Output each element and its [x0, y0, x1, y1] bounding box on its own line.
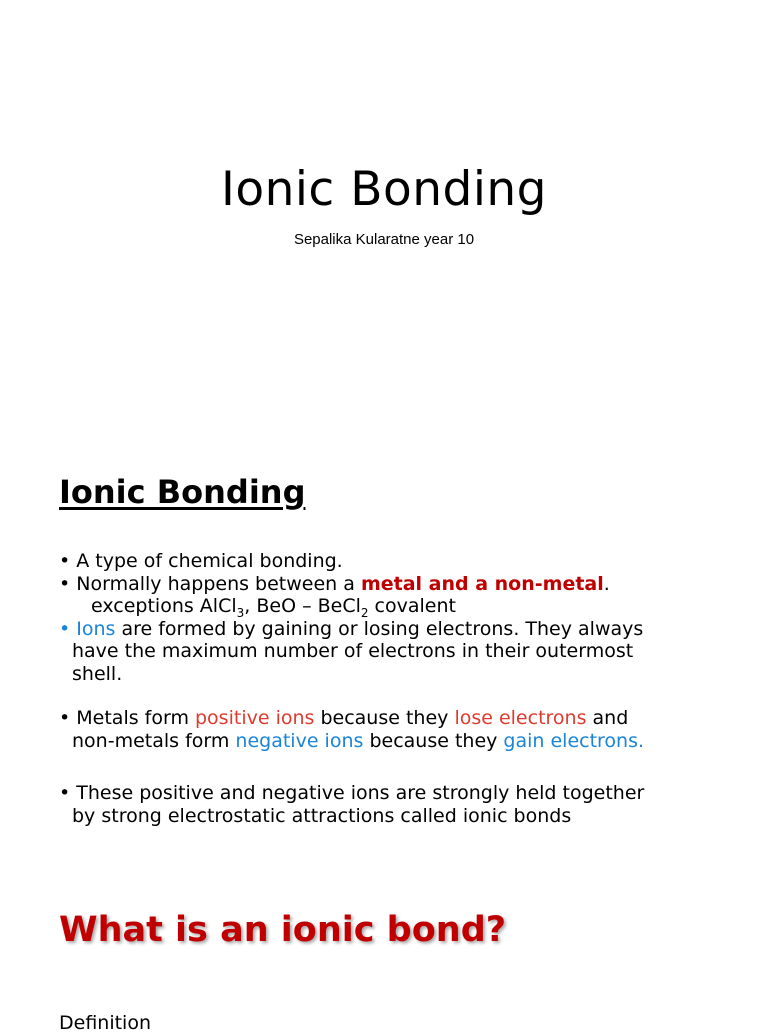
bullet-text: non-metals form	[72, 729, 236, 752]
bullet-item	[59, 550, 719, 573]
bullet-item	[59, 782, 719, 805]
section-heading: What is an ionic bond?	[59, 910, 507, 950]
bullet-text: These positive and negative ions are strongly held together	[76, 782, 645, 804]
bullet-continuation	[59, 730, 719, 753]
bullet-text: Metals form	[76, 707, 195, 729]
bullet-continuation: by strong electrostatic attractions called ionic bonds	[72, 804, 572, 827]
definition-label: Definition	[59, 1012, 152, 1034]
page-title: Ionic Bonding	[220, 162, 548, 217]
subscript: 2	[360, 605, 369, 620]
bullet-marker: •	[59, 550, 71, 572]
section-heading: Ionic Bonding	[59, 473, 306, 511]
bullet-marker: •	[59, 707, 71, 729]
highlight-text: negative ions	[235, 729, 364, 752]
highlight-text: gain electrons.	[503, 729, 645, 752]
highlight-text: Ions	[76, 617, 116, 640]
bullet-list	[59, 550, 719, 827]
bullet-item	[59, 618, 719, 641]
bullet-text: A type of chemical bonding.	[76, 550, 343, 572]
highlight-text: metal and a non-metal	[360, 572, 604, 595]
highlight-text: positive ions	[195, 707, 315, 729]
exceptions-text: exceptions AlCl	[91, 595, 237, 617]
bullet-item	[59, 707, 719, 730]
bullet-continuation: shell.	[72, 662, 123, 685]
subscript: 3	[236, 605, 245, 620]
bullet-text: .	[603, 572, 610, 595]
bullet-text: Normally happens between a	[76, 572, 361, 595]
bullet-marker: •	[59, 617, 71, 640]
bullet-text: because they	[363, 729, 504, 752]
exceptions-text: , BeO – BeCl	[244, 595, 361, 617]
highlight-text: lose electrons	[454, 707, 587, 729]
bullet-text: are formed by gaining or losing electrons. They always	[115, 617, 644, 640]
slide-divider	[0, 440, 768, 441]
exceptions-text: covalent	[368, 595, 456, 617]
author-subtitle: Sepalika Kularatne year 10	[293, 231, 475, 248]
bullet-subline	[59, 595, 719, 618]
bullet-marker: •	[59, 572, 71, 595]
bullet-continuation: have the maximum number of electrons in their outermost	[72, 640, 634, 662]
bullet-text: and	[586, 707, 629, 729]
bullet-item	[59, 573, 719, 596]
bullet-marker: •	[59, 782, 71, 804]
bullet-text: because they	[314, 707, 455, 729]
